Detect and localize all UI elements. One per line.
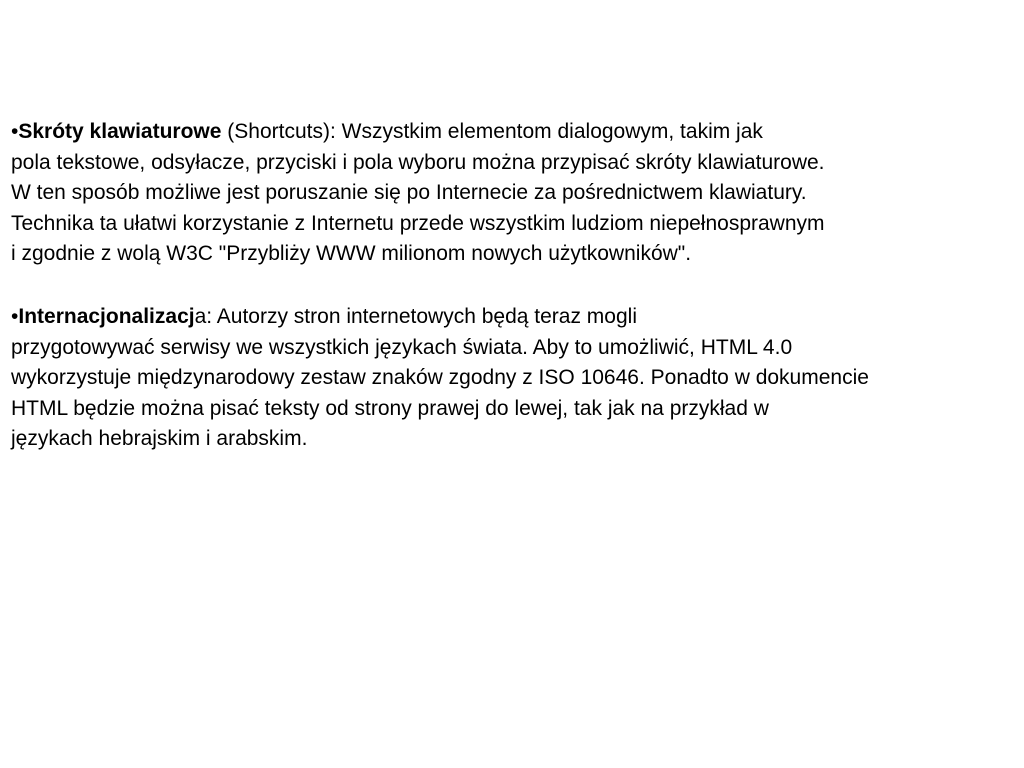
paragraph-line: W ten sposób możliwe jest poruszanie się po Internecie za pośrednictwem klawiatury. [11,181,807,204]
paragraph-line: i zgodnie z wolą W3C "Przybliży WWW milionom nowych użytkowników". [11,242,692,265]
paragraph-line: przygotowywać serwisy we wszystkich językach świata. Aby to umożliwić, HTML 4.0 [11,335,793,359]
paragraph-line: pola tekstowe, odsyłacze, przyciski i pola wyboru można przypisać skróty klawiaturowe. [11,150,825,174]
paragraph-line: językach hebrajskim i arabskim. [11,427,308,450]
paragraph-line: HTML będzie można pisać teksty od strony prawej do lewej, tak jak na przykład w [11,396,769,420]
bullet-marker: • [11,305,19,328]
paragraph-internationalization [11,302,869,455]
term-shortcuts: Skróty klawiaturowe [18,120,222,143]
paragraph-line: wykorzystuje międzynarodowy zestaw znaków zgodny z ISO 10646. Ponadto w dokumencie [11,366,869,389]
paragraph-text: a: Autorzy stron internetowych będą teraz mogli [194,305,637,328]
bullet-marker: • [11,120,19,143]
paragraph-shortcuts [11,117,825,270]
paragraph-text: (Shortcuts): Wszystkim elementom dialogowym, takim jak [221,120,763,143]
paragraph-first-line [11,302,869,333]
paragraph-line: Technika ta ułatwi korzystanie z Internetu przede wszystkim ludziom niepełnosprawnym [11,211,825,235]
term-internationalization: Internacjonalizacj [18,305,195,328]
paragraph-first-line [11,117,825,148]
